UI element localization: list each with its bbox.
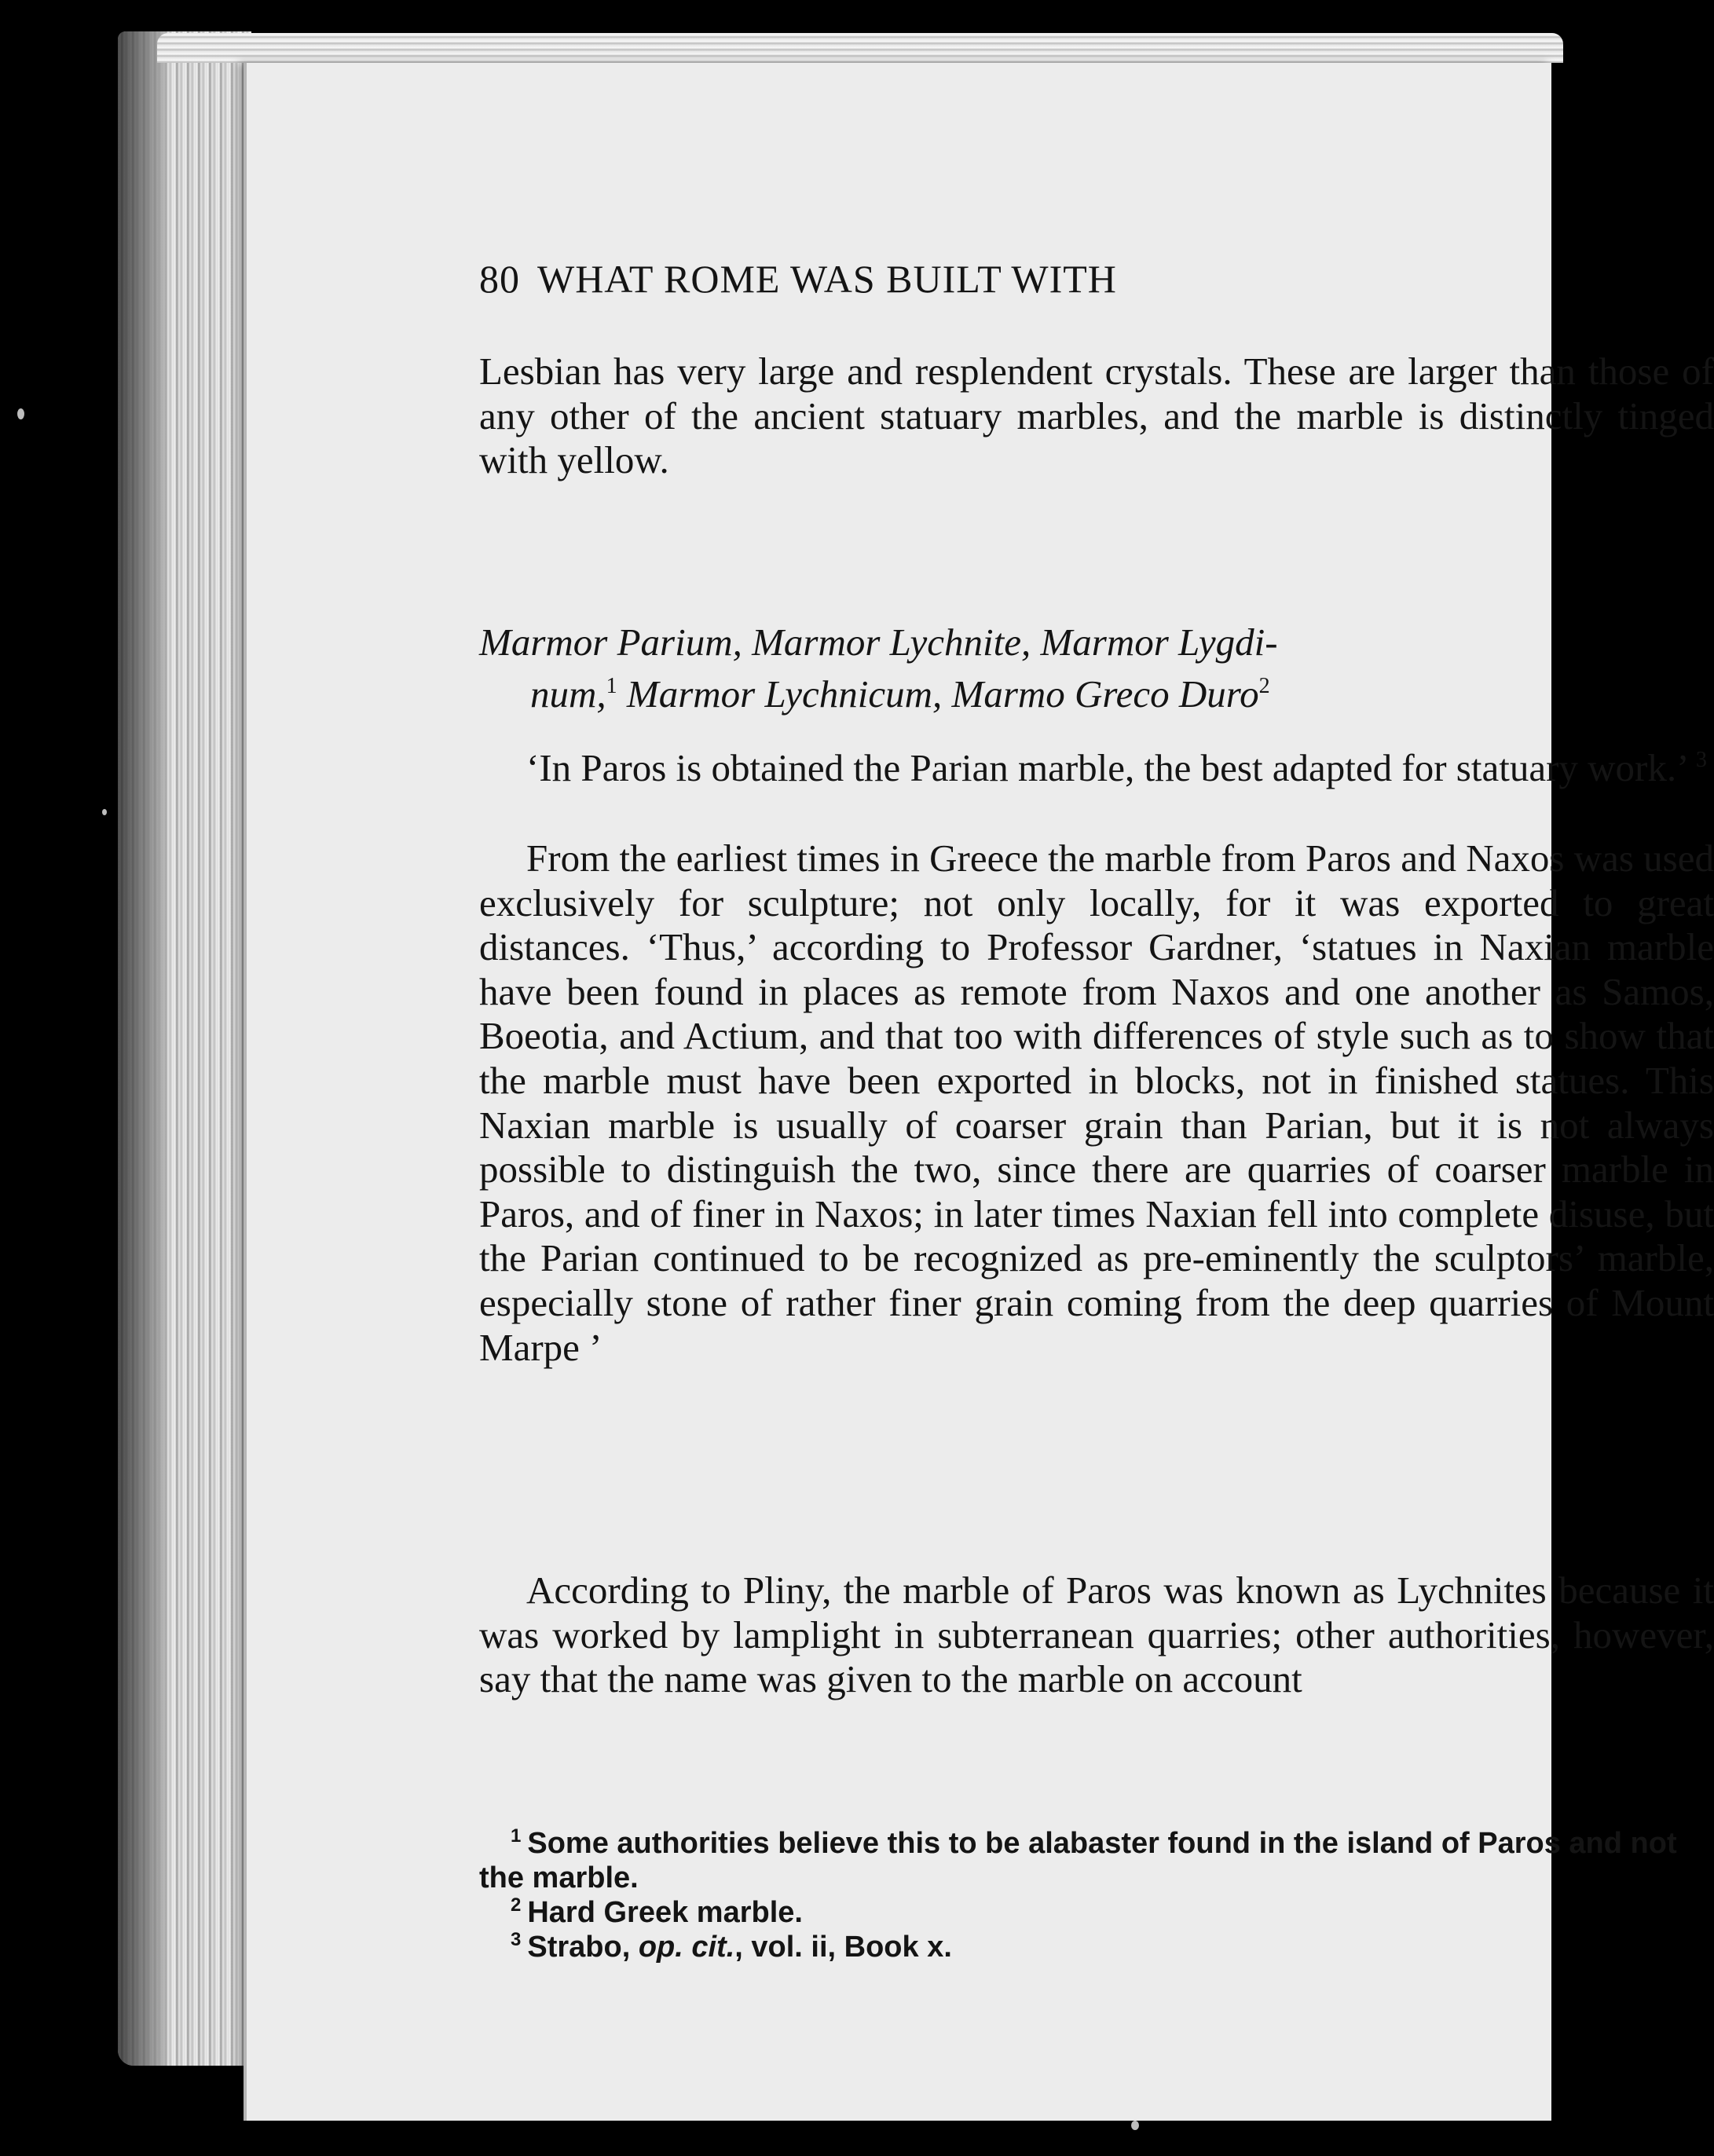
book-spine-shadow [118,31,165,2066]
footnote-3-text-b: , vol. ii, Book x. [734,1931,952,1964]
scan-speck [102,809,107,815]
footnote-3-text-a: Strabo, [527,1931,639,1964]
paragraph-paros-quote [479,746,1714,791]
footnote-ref-3: 3 [1696,748,1708,772]
page-gutter-line [244,63,247,2121]
paragraph-naxos: From the earliest times in Greece the marble from Paros and Naxos was used exclusively for sculpture; not only locally, for it was exported to great distances. ‘Thus,’ according to Professor Gardner, ‘statues in Naxian marble have been found in places as remote from Naxos and one another as Samos, Boeotia, and Actium, and that too with differences of style such as to show that the marble must have been exported in blocks, not in finished statues. This Naxian marble is usually of coarser grain than Parian, but it is not always possible to distinguish the two, since there are quarries of coarser marble in Paros, and of finer in Naxos; in later times Naxian fell into complete disuse, but the Parian continued to be recognized as pre-eminently the sculptors’ marble, especially stone of rather finer grain coming from the deep quarries of Mount Marpe ’ [479,836,1714,1369]
footnote-2-text: Hard Greek marble. [527,1896,803,1929]
footnote-2-mark: 2 [511,1894,522,1916]
footnote-1-mark: 1 [511,1825,522,1847]
scan-speck [1131,2121,1139,2130]
running-head [479,255,1626,302]
footnote-3-italic: op. cit. [638,1931,735,1964]
footnote-1 [479,1826,1714,1895]
footnote-ref-2: 2 [1258,674,1270,698]
heading-line-1: Marmor Parium, Marmor Lychnite, Marmor Lygdi- [479,620,1278,664]
footnote-1-text: Some authorities believe this to be alabaster found in the island of Paros and not the marble. [479,1827,1677,1894]
paragraph-lesbian: Lesbian has very large and resplendent crystals. These are larger than those of any other of the ancient statuary marbles, and the marble is distinctly tinged with yellow. [479,350,1714,482]
footnote-3 [479,1930,1714,1964]
paragraph-pliny: According to Pliny, the marble of Paros was known as Lychnites because it was worked by lamplight in subterranean quarries; other authorities, however, say that the name was given to the marble on account [479,1568,1714,1701]
book-top-edge [157,33,1563,63]
footnotes [479,1826,1714,1964]
heading-line-2-a: num, [530,672,606,716]
paros-quote-text: ‘In Paros is obtained the Parian marble, the best adapted for statuary work.’ [526,746,1687,789]
footnote-ref-1: 1 [606,674,617,698]
section-heading [479,617,1714,720]
running-head-title: WHAT ROME WAS BUILT WITH [537,257,1117,301]
footnote-2 [479,1895,1714,1930]
scan-speck [17,408,24,419]
heading-line-2-b: Marmor Lychnicum, Marmo Greco Duro [617,672,1259,716]
footnote-3-mark: 3 [511,1929,522,1950]
book-page [244,63,1714,2121]
page-number: 80 [479,257,520,301]
heading-line-2 [479,668,1714,720]
